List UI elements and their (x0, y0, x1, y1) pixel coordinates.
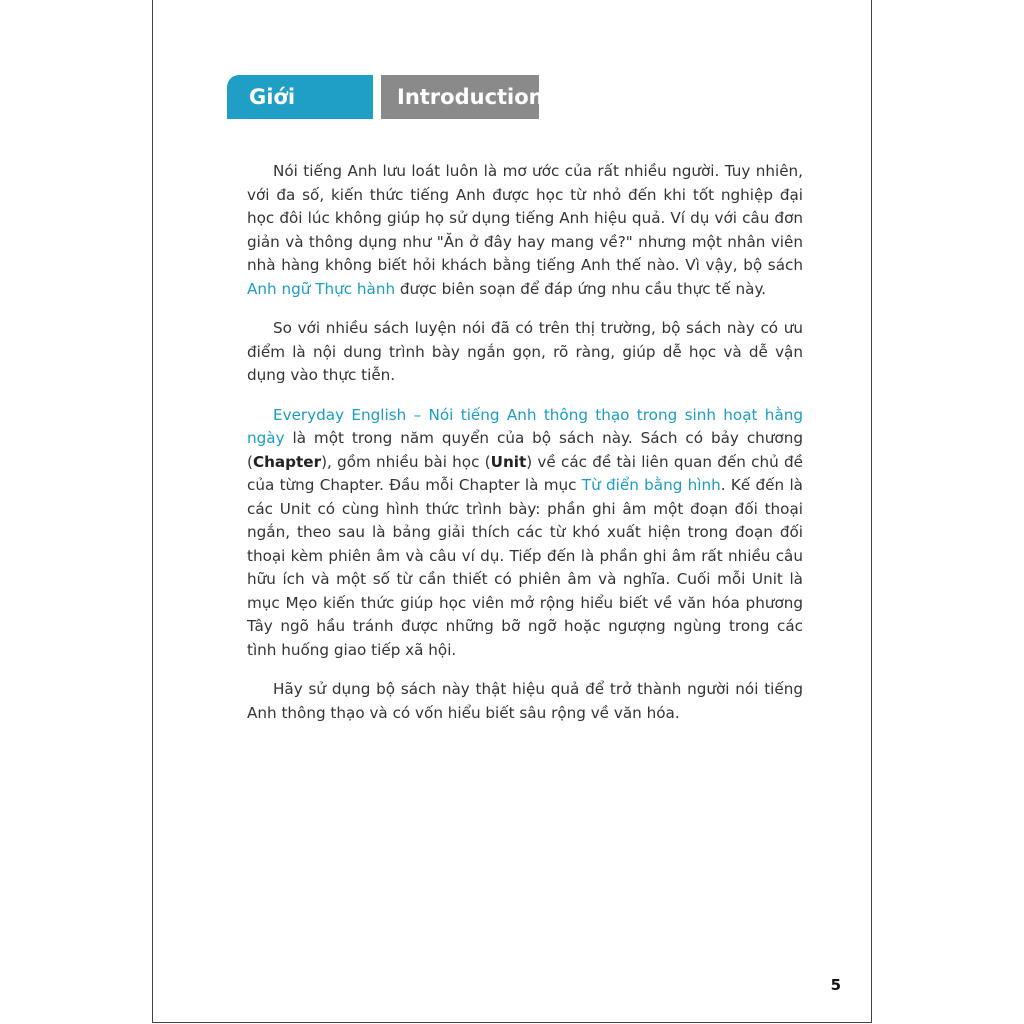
picture-dictionary-term: Từ điển bằng hình (581, 476, 721, 494)
book-series-name: Anh ngữ Thực hành (247, 279, 396, 298)
book-title: Everyday English – Nói tiếng Anh thông thạo trong sinh hoạt hằng ngày (247, 405, 803, 447)
paragraph-1 (247, 160, 803, 301)
p3-text-b: ), gồm nhiều bài học ( (321, 452, 491, 471)
chapter-term: Chapter (252, 452, 322, 471)
title-english: Introduction (381, 75, 539, 119)
section-header (227, 75, 544, 153)
paragraph-4: Hãy sử dụng bộ sách này thật hiệu quả để trở thành người nói tiếng Anh thông thạo và có vốn hiểu biết sâu rộng về văn hóa. (247, 680, 803, 722)
p3-text-a: là một trong năm quyển của bộ sách này. Sách có bảy chương ( (247, 429, 803, 471)
page-number: 5 (830, 976, 841, 994)
p3-text-d: . Kế đến là các Unit có cùng hình thức trình bày: phần ghi âm một đoạn đối thoại ngắn, theo sau là bảng giải thích các từ khó xuất hiện trong đoạn đối thoại kèm phiên âm và câu ví dụ. Tiếp đến là phần ghi âm rất nhiều câu hữu ích và một số từ cần thiết có phiên âm và nghĩa. Cuối mỗi Unit là mục Mẹo kiến thức giúp học viên mở rộng hiểu biết về văn hóa phương Tây ngõ hầu tránh được những bỡ ngỡ hoặc ngượng ngùng trong các tình huống giao tiếp xã hội. (247, 476, 803, 659)
paragraph-3 (247, 404, 803, 663)
book-page (152, 0, 872, 1023)
introduction-body (247, 160, 803, 741)
p3-text-c: ) về các đề tài liên quan đến chủ đề của từng Chapter. Đầu mỗi Chapter là mục (247, 452, 804, 494)
title-vietnamese: Giới thiệu (227, 75, 373, 119)
p1-text-a: Nói tiếng Anh lưu loát luôn là mơ ước của rất nhiều người. Tuy nhiên, với đa số, kiến thức tiếng Anh được học từ nhỏ đến khi tốt nghiệp đại học đôi lúc không giúp họ sử dụng tiếng Anh hiệu quả. Ví dụ với câu đơn giản và thông dụng như "Ăn ở đây hay mang về?" nhưng một nhân viên nhà hàng không biết hỏi khách bằng tiếng Anh thế nào. Vì vậy, bộ sách (247, 162, 803, 274)
paragraph-2: So với nhiều sách luyện nói đã có trên thị trường, bộ sách này có ưu điểm là nội dung trình bày ngắn gọn, rõ ràng, giúp dễ học và dễ vận dụng vào thực tiễn. (247, 319, 803, 384)
unit-term: Unit (490, 452, 527, 471)
p1-text-b: được biên soạn để đáp ứng nhu cầu thực tế này. (395, 279, 767, 298)
